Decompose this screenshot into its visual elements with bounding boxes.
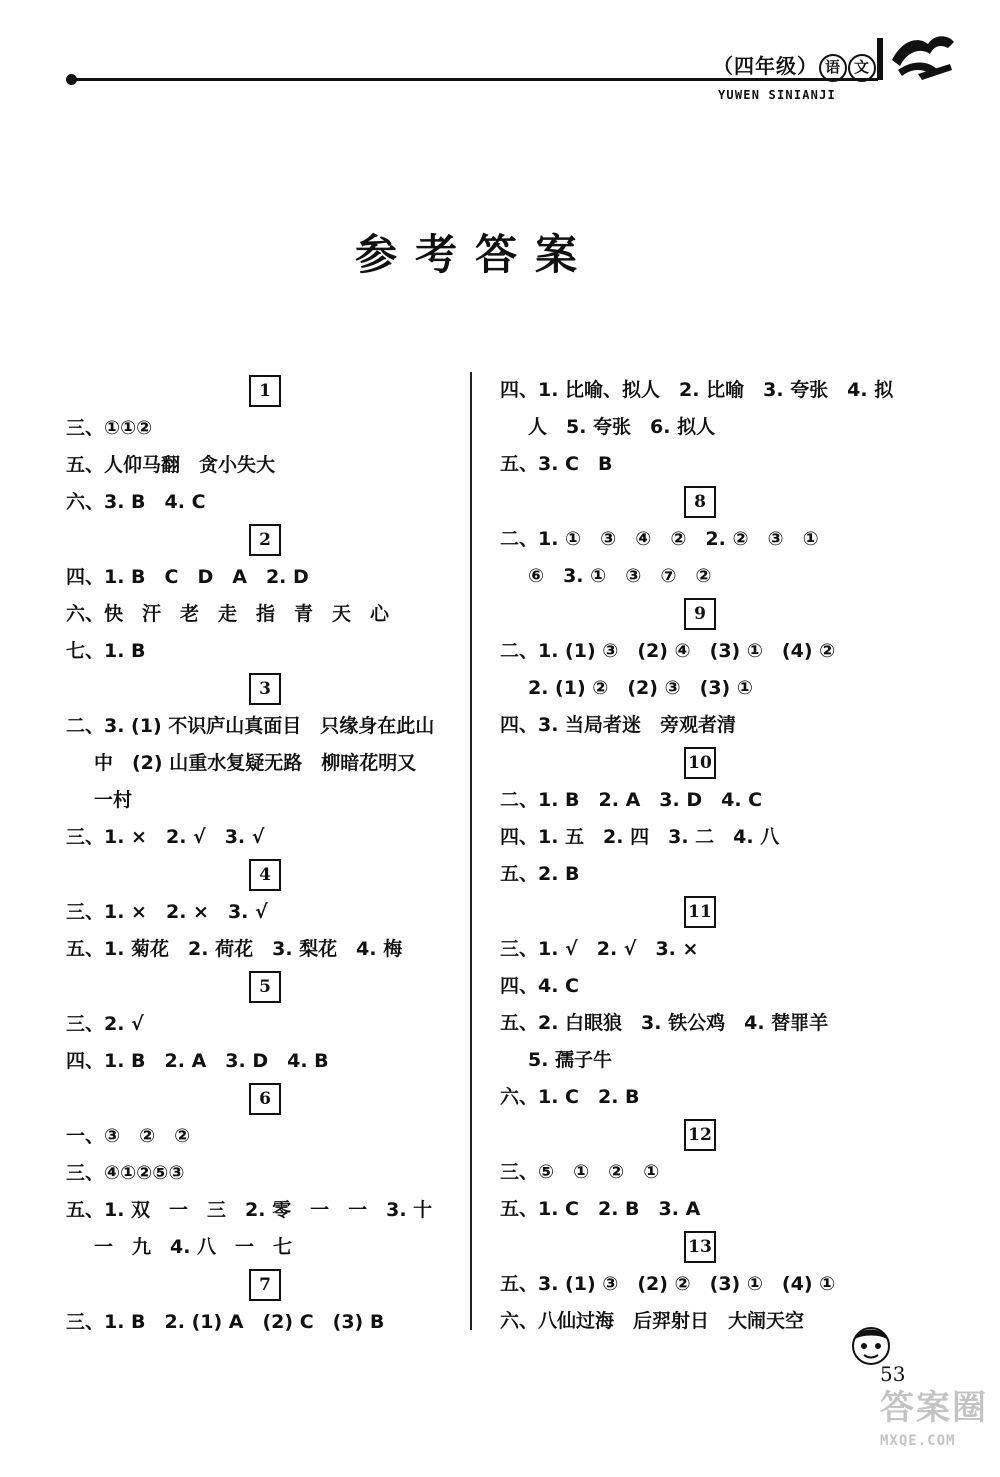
answer-line: 三、⑤ ① ② ①	[500, 1161, 660, 1183]
answer-line: 六、1. C 2. B	[500, 1086, 640, 1108]
section-number-box: 11	[684, 896, 716, 928]
answer-line: 一村	[94, 789, 133, 811]
answer-line: 人 5. 夸张 6. 拟人	[528, 416, 716, 438]
answer-line: 三、2. √	[66, 1013, 144, 1035]
answer-line: 五、1. C 2. B 3. A	[500, 1198, 701, 1220]
answer-section	[66, 968, 464, 1080]
subject-chip-1: 语	[819, 54, 847, 82]
answer-line: 四、3. 当局者迷 旁观者清	[500, 714, 737, 736]
section-header	[500, 1228, 900, 1266]
section-header	[66, 1080, 464, 1118]
answer-line: 一、③ ② ②	[66, 1125, 191, 1147]
page-title: 参考答案	[354, 230, 595, 279]
answer-line: 2. (1) ② (2) ③ (3) ①	[528, 677, 753, 699]
section-header	[66, 1266, 464, 1304]
answer-line: 三、①①②	[66, 417, 153, 439]
answer-section	[500, 1228, 900, 1340]
section-number-box: 5	[249, 971, 281, 1003]
answer-section	[500, 744, 900, 893]
answer-line: 四、1. B C D A 2. D	[66, 566, 309, 588]
answer-line: 一 九 4. 八 一 七	[94, 1236, 293, 1258]
column-divider	[470, 372, 472, 1330]
book-logo-icon	[888, 30, 958, 82]
section-header	[66, 968, 464, 1006]
section-number-box: 4	[249, 859, 281, 891]
answer-section	[66, 521, 464, 670]
answer-section	[66, 1266, 464, 1341]
watermark-text: 答案圈	[880, 1388, 988, 1428]
section-header	[66, 856, 464, 894]
answer-line: 三、1. × 2. √ 3. √	[66, 826, 265, 848]
section-header	[500, 595, 900, 633]
answer-line: ⑥ 3. ① ③ ⑦ ②	[528, 565, 712, 587]
answer-section	[500, 372, 900, 483]
section-number-box: 13	[684, 1231, 716, 1263]
answer-line: 三、1. × 2. × 3. √	[66, 901, 268, 923]
section-number-box: 6	[249, 1083, 281, 1115]
answer-section	[500, 1116, 900, 1228]
answer-section	[66, 1080, 464, 1266]
answer-line: 四、1. B 2. A 3. D 4. B	[66, 1050, 329, 1072]
right-column	[500, 372, 900, 1340]
answer-line: 四、1. 五 2. 四 3. 二 4. 八	[500, 826, 780, 848]
answer-line: 三、④①②⑤③	[66, 1162, 185, 1184]
section-number-box: 1	[249, 375, 281, 407]
answer-line: 二、1. B 2. A 3. D 4. C	[500, 789, 763, 811]
answer-line: 五、3. C B	[500, 453, 613, 475]
answer-section	[66, 670, 464, 856]
answer-line: 五、人仰马翻 贪小失大	[66, 454, 276, 476]
section-number-box: 12	[684, 1119, 716, 1151]
answer-line: 五、2. 白眼狼 3. 铁公鸡 4. 替罪羊	[500, 1012, 829, 1034]
section-header	[500, 744, 900, 782]
answer-section	[500, 595, 900, 744]
section-header	[500, 893, 900, 931]
section-header	[500, 483, 900, 521]
answer-section	[500, 483, 900, 595]
answer-line: 七、1. B	[66, 640, 146, 662]
subject-chip-2: 文	[848, 54, 876, 82]
left-column	[66, 372, 464, 1341]
answer-line: 五、2. B	[500, 863, 580, 885]
answer-line: 三、1. B 2. (1) A (2) C (3) B	[66, 1311, 385, 1333]
section-header	[66, 521, 464, 559]
answer-section	[66, 372, 464, 521]
section-header	[66, 372, 464, 410]
section-number-box: 9	[684, 598, 716, 630]
answer-line: 五、3. (1) ③ (2) ② (3) ① (4) ①	[500, 1273, 836, 1295]
section-number-box: 2	[249, 524, 281, 556]
answer-line: 二、3. (1) 不识庐山真面目 只缘身在此山	[66, 715, 435, 737]
answer-line: 五、1. 菊花 2. 荷花 3. 梨花 4. 梅	[66, 938, 403, 960]
answer-line: 二、1. (1) ③ (2) ④ (3) ① (4) ②	[500, 640, 836, 662]
watermark	[880, 1380, 990, 1470]
answer-line: 六、八仙过海 后羿射日 大闹天空	[500, 1310, 805, 1332]
answer-line: 二、1. ① ③ ④ ② 2. ② ③ ①	[500, 528, 819, 550]
section-number-box: 10	[684, 747, 716, 779]
answer-line: 三、1. √ 2. √ 3. ×	[500, 938, 699, 960]
section-header	[500, 1116, 900, 1154]
section-header	[66, 670, 464, 708]
header-pinyin: YUWEN SINIANJI	[718, 88, 836, 102]
header-title	[713, 50, 876, 82]
answer-line: 六、3. B 4. C	[66, 491, 206, 513]
watermark-url: MXQE.COM	[880, 1433, 956, 1449]
answer-line: 四、1. 比喻、拟人 2. 比喻 3. 夸张 4. 拟	[500, 379, 894, 401]
answer-line: 中 (2) 山重水复疑无路 柳暗花明又	[94, 752, 417, 774]
answer-section	[500, 893, 900, 1116]
section-number-box: 8	[684, 486, 716, 518]
section-number-box: 7	[249, 1269, 281, 1301]
section-number-box: 3	[249, 673, 281, 705]
answer-line: 5. 孺子牛	[528, 1049, 613, 1071]
answer-line: 五、1. 双 一 三 2. 零 一 一 3. 十	[66, 1199, 433, 1221]
page-number: 53	[880, 1362, 906, 1386]
answer-line: 六、快 汗 老 走 指 青 天 心	[66, 603, 390, 625]
answer-line: 四、4. C	[500, 975, 579, 997]
grade-label: （四年级）	[713, 54, 818, 78]
header-bar	[877, 38, 883, 80]
answer-section	[66, 856, 464, 968]
